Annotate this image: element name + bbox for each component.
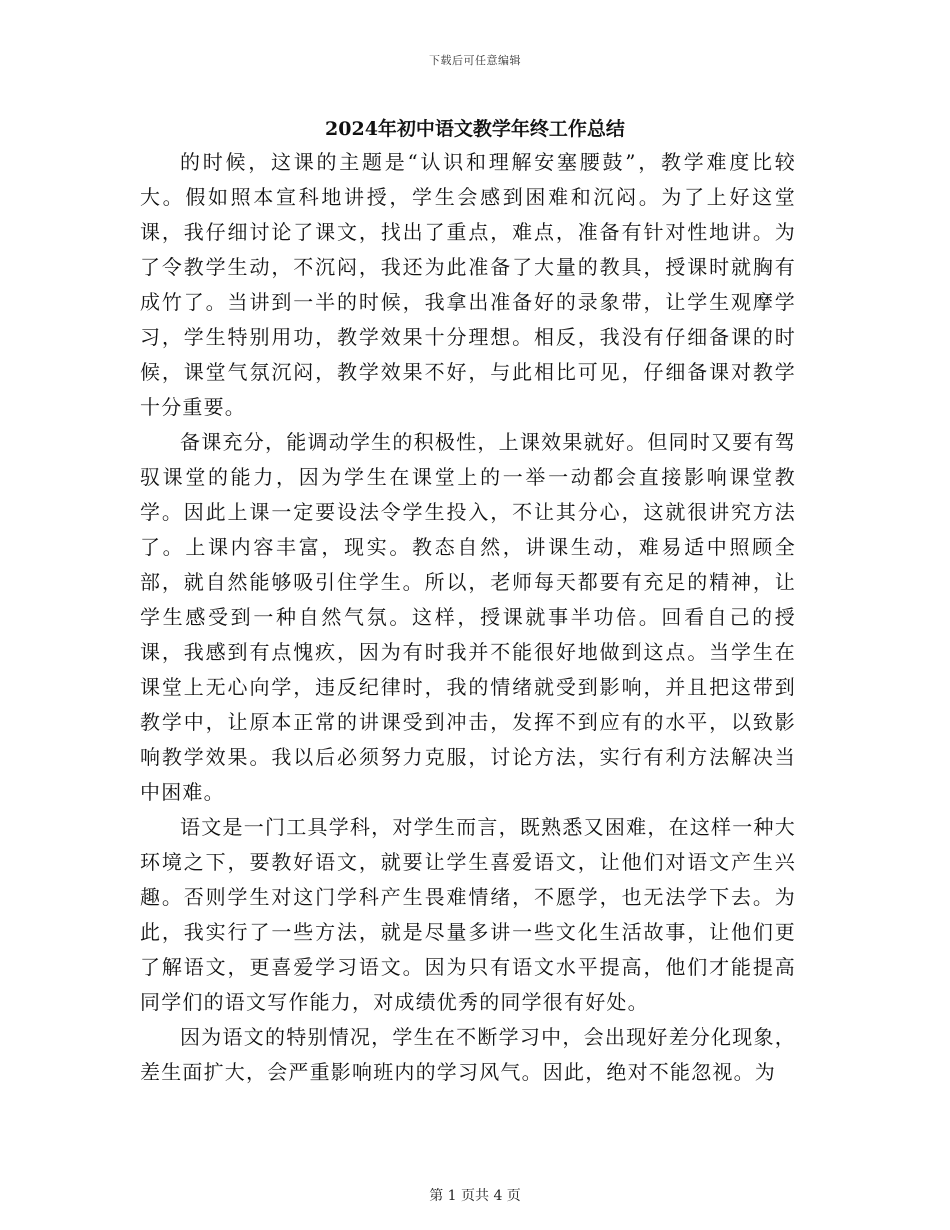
paragraph-2: 备课充分，能调动学生的积极性，上课效果就好。但同时又要有驾驭课堂的能力，因为学生在课堂上的一举一动都会直接影响课堂教学。因此上课一定要设法令学生投入，不让其分心，这就很讲究方法了。上课内容丰富，现实。教态自然，讲课生动，难易适中照顾全部，就自然能够吸引住学生。所以，老师每天都要有充足的精神，让学生感受到一种自然气氛。这样，授课就事半功倍。回看自己的授课，我感到有点愧疚，因为有时我并不能很好地做到这点。当学生在课堂上无心向学，违反纪律时，我的情绪就受到影响，并且把这带到教学中，让原本正常的讲课受到冲击，发挥不到应有的水平，以致影响教学效果。我以后必须努力克服，讨论方法，实行有利方法解决当中困难。 bbox=[140, 430, 796, 804]
header-note: 下载后可任意编辑 bbox=[429, 54, 521, 67]
document-body bbox=[140, 145, 796, 1090]
document-title: 2024年初中语文教学年终工作总结 bbox=[325, 118, 625, 140]
paragraph-1: 的时候，这课的主题是“认识和理解安塞腰鼓”，教学难度比较大。假如照本宣科地讲授，学生会感到困难和沉闷。为了上好这堂课，我仔细讨论了课文，找出了重点，难点，准备有针对性地讲。为了令教学生动，不沉闷，我还为此准备了大量的教具，授课时就胸有成竹了。当讲到一半的时候，我拿出准备好的录象带，让学生观摩学习，学生特别用功，教学效果十分理想。相反，我没有仔细备课的时候，课堂气氛沉闷，教学效果不好，与此相比可见，仔细备课对教学十分重要。 bbox=[140, 150, 796, 419]
page-number-footer: 第 1 页共 4 页 bbox=[429, 1188, 521, 1204]
paragraph-3: 语文是一门工具学科，对学生而言，既熟悉又困难，在这样一种大环境之下，要教好语文，就要让学生喜爱语文，让他们对语文产生兴趣。否则学生对这门学科产生畏难情绪，不愿学，也无法学下去。为此，我实行了一些方法，就是尽量多讲一些文化生活故事，让他们更了解语文，更喜爱学习语文。因为只有语文水平提高，他们才能提高同学们的语文写作能力，对成绩优秀的同学很有好处。 bbox=[140, 815, 796, 1014]
paragraph-4: 因为语文的特别情况，学生在不断学习中，会出现好差分化现象，差生面扩大，会严重影响班内的学习风气。因此，绝对不能忽视。为 bbox=[140, 1025, 796, 1084]
